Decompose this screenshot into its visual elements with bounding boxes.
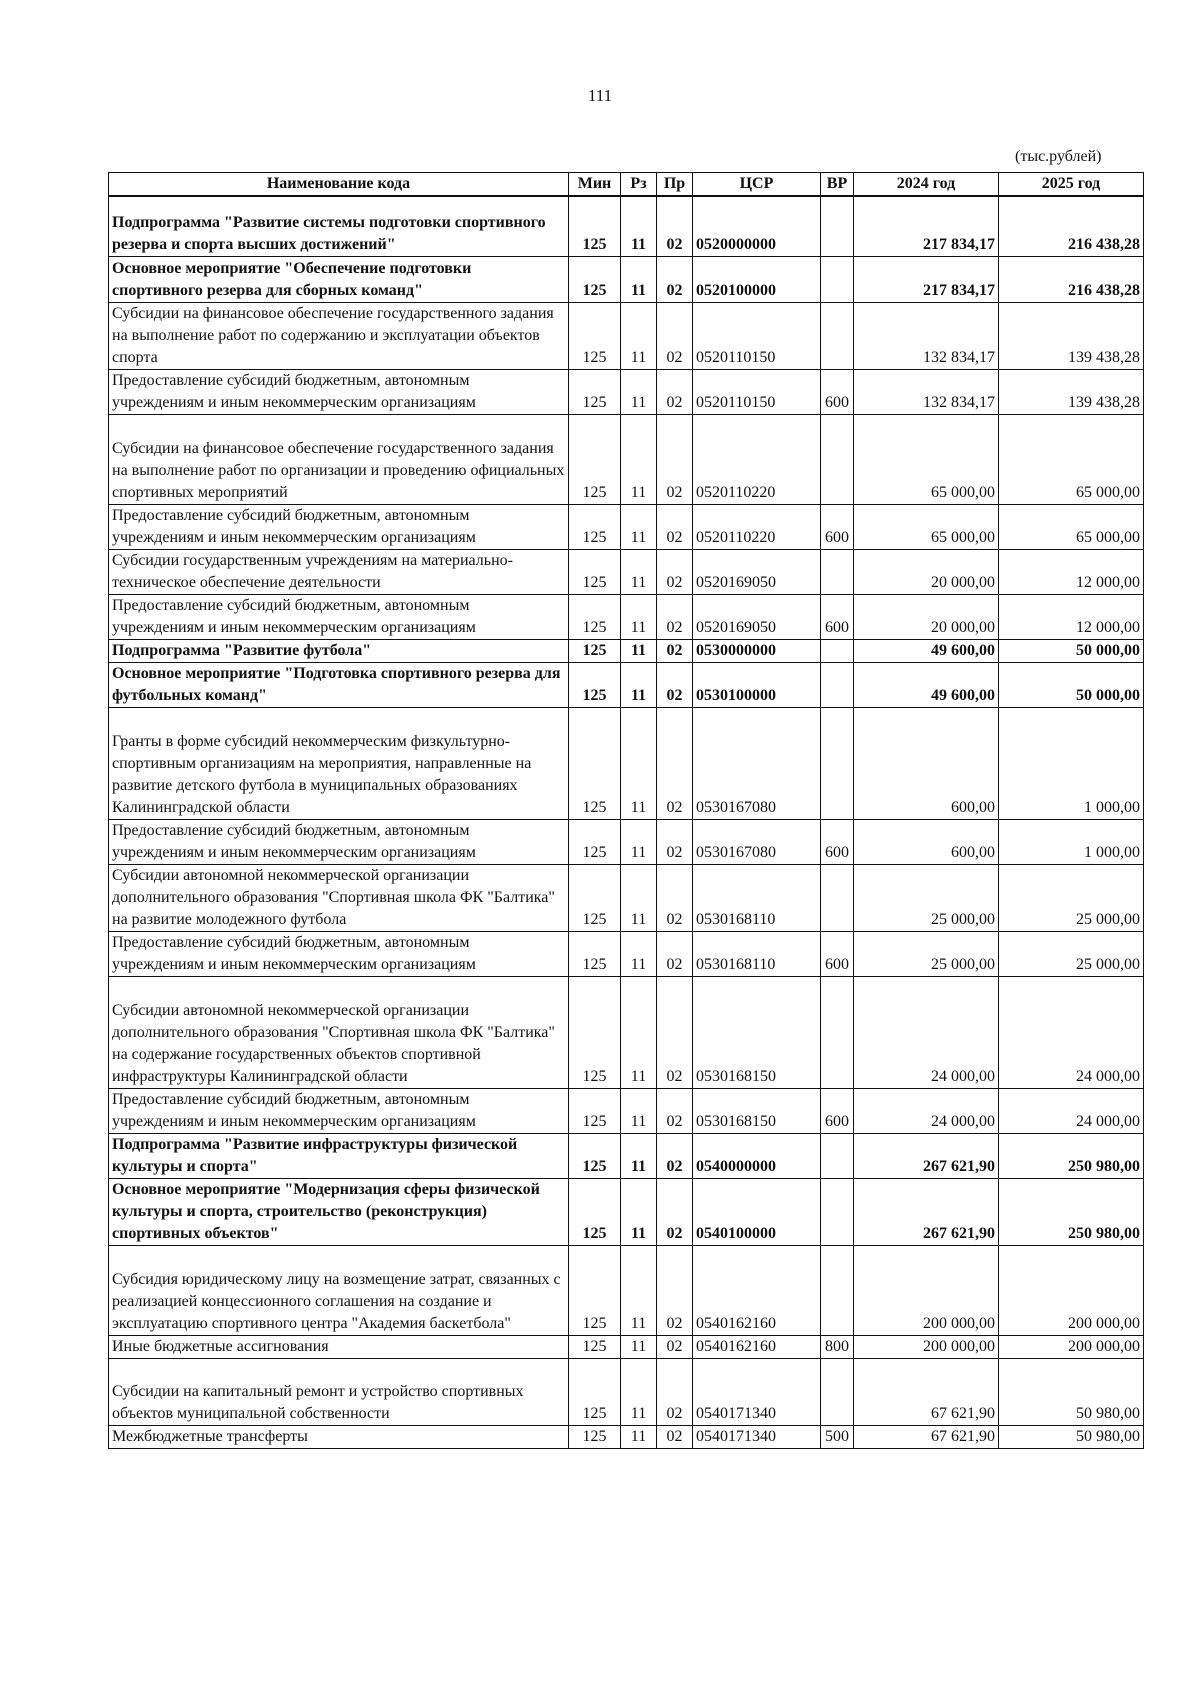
cell-2025: 200 000,00 [999, 1245, 1144, 1335]
cell-2025: 25 000,00 [999, 931, 1144, 976]
cell-2025: 50 000,00 [999, 639, 1144, 662]
table-row [109, 369, 1144, 414]
cell-min: 125 [569, 707, 621, 819]
cell-pr: 02 [657, 302, 693, 369]
cell-name: Предоставление субсидий бюджетным, автономным учреждениям и иным некоммерческим организациям [109, 1088, 569, 1133]
cell-vr: 600 [821, 1088, 854, 1133]
table-row [109, 864, 1144, 931]
table-row [109, 639, 1144, 662]
cell-vr: 600 [821, 594, 854, 639]
table-body [109, 196, 1144, 1448]
cell-rz: 11 [621, 1425, 657, 1448]
table-row [109, 1425, 1144, 1448]
cell-name: Предоставление субсидий бюджетным, автономным учреждениям и иным некоммерческим организациям [109, 504, 569, 549]
cell-name: Основное мероприятие "Обеспечение подготовки спортивного резерва для сборных команд" [109, 256, 569, 302]
cell-2025: 50 980,00 [999, 1425, 1144, 1448]
table-row [109, 1133, 1144, 1178]
header-2024: 2024 год [854, 173, 999, 197]
cell-pr: 02 [657, 369, 693, 414]
cell-name: Межбюджетные трансферты [109, 1425, 569, 1448]
cell-pr: 02 [657, 976, 693, 1088]
cell-2025: 12 000,00 [999, 594, 1144, 639]
cell-rz: 11 [621, 639, 657, 662]
table-row [109, 662, 1144, 707]
cell-pr: 02 [657, 707, 693, 819]
cell-name: Субсидия юридическому лицу на возмещение затрат, связанных с реализацией концессионного соглашения на создание и эксплуатацию спортивного центра "Академия баскетбола" [109, 1245, 569, 1335]
cell-pr: 02 [657, 1358, 693, 1425]
cell-2025: 24 000,00 [999, 1088, 1144, 1133]
cell-2025: 65 000,00 [999, 504, 1144, 549]
cell-csr: 0520000000 [693, 196, 821, 256]
cell-min: 125 [569, 302, 621, 369]
table-row [109, 594, 1144, 639]
cell-pr: 02 [657, 196, 693, 256]
header-rz: Рз [621, 173, 657, 197]
cell-csr: 0540171340 [693, 1425, 821, 1448]
cell-2024: 25 000,00 [854, 864, 999, 931]
cell-pr: 02 [657, 639, 693, 662]
cell-2025: 200 000,00 [999, 1335, 1144, 1358]
table-row [109, 931, 1144, 976]
header-vr: ВР [821, 173, 854, 197]
cell-min: 125 [569, 1358, 621, 1425]
cell-vr [821, 1358, 854, 1425]
cell-vr: 600 [821, 369, 854, 414]
cell-2024: 217 834,17 [854, 196, 999, 256]
cell-2024: 49 600,00 [854, 639, 999, 662]
cell-csr: 0520110150 [693, 369, 821, 414]
cell-2025: 250 980,00 [999, 1178, 1144, 1245]
header-pr: Пр [657, 173, 693, 197]
cell-csr: 0520169050 [693, 594, 821, 639]
header-min: Мин [569, 173, 621, 197]
cell-pr: 02 [657, 594, 693, 639]
cell-name: Субсидии государственным учреждениям на материально-техническое обеспечение деятельности [109, 549, 569, 594]
table-row [109, 256, 1144, 302]
table-row [109, 976, 1144, 1088]
table-row [109, 302, 1144, 369]
cell-min: 125 [569, 504, 621, 549]
cell-vr [821, 414, 854, 504]
cell-rz: 11 [621, 1358, 657, 1425]
cell-vr [821, 549, 854, 594]
cell-csr: 0520110220 [693, 414, 821, 504]
table-row [109, 196, 1144, 256]
table-row [109, 1335, 1144, 1358]
cell-vr [821, 662, 854, 707]
cell-pr: 02 [657, 414, 693, 504]
cell-2024: 600,00 [854, 707, 999, 819]
cell-2024: 200 000,00 [854, 1245, 999, 1335]
cell-vr [821, 976, 854, 1088]
cell-2025: 50 000,00 [999, 662, 1144, 707]
cell-csr: 0530000000 [693, 639, 821, 662]
cell-pr: 02 [657, 549, 693, 594]
cell-min: 125 [569, 414, 621, 504]
cell-2024: 67 621,90 [854, 1425, 999, 1448]
cell-2025: 139 438,28 [999, 302, 1144, 369]
cell-rz: 11 [621, 819, 657, 864]
cell-csr: 0520110150 [693, 302, 821, 369]
cell-pr: 02 [657, 819, 693, 864]
cell-vr [821, 707, 854, 819]
cell-min: 125 [569, 662, 621, 707]
cell-rz: 11 [621, 1178, 657, 1245]
cell-name: Предоставление субсидий бюджетным, автономным учреждениям и иным некоммерческим организациям [109, 594, 569, 639]
cell-min: 125 [569, 1088, 621, 1133]
cell-2024: 65 000,00 [854, 504, 999, 549]
cell-vr [821, 1133, 854, 1178]
cell-csr: 0540162160 [693, 1335, 821, 1358]
cell-name: Подпрограмма "Развитие футбола" [109, 639, 569, 662]
cell-rz: 11 [621, 976, 657, 1088]
cell-2024: 24 000,00 [854, 976, 999, 1088]
table-row [109, 707, 1144, 819]
cell-vr [821, 256, 854, 302]
cell-2024: 49 600,00 [854, 662, 999, 707]
header-row [109, 173, 1144, 197]
cell-rz: 11 [621, 302, 657, 369]
cell-vr [821, 1178, 854, 1245]
cell-name: Предоставление субсидий бюджетным, автономным учреждениям и иным некоммерческим организациям [109, 931, 569, 976]
cell-rz: 11 [621, 549, 657, 594]
cell-min: 125 [569, 819, 621, 864]
cell-2024: 267 621,90 [854, 1133, 999, 1178]
cell-2024: 200 000,00 [854, 1335, 999, 1358]
cell-rz: 11 [621, 256, 657, 302]
cell-rz: 11 [621, 662, 657, 707]
cell-pr: 02 [657, 504, 693, 549]
cell-2025: 139 438,28 [999, 369, 1144, 414]
cell-min: 125 [569, 1178, 621, 1245]
header-csr: ЦСР [693, 173, 821, 197]
cell-vr [821, 302, 854, 369]
cell-csr: 0530167080 [693, 707, 821, 819]
cell-min: 125 [569, 931, 621, 976]
cell-rz: 11 [621, 707, 657, 819]
cell-min: 125 [569, 1133, 621, 1178]
cell-pr: 02 [657, 1335, 693, 1358]
cell-2024: 20 000,00 [854, 594, 999, 639]
cell-csr: 0530168150 [693, 1088, 821, 1133]
cell-csr: 0540100000 [693, 1178, 821, 1245]
cell-vr [821, 864, 854, 931]
cell-csr: 0530167080 [693, 819, 821, 864]
table-row [109, 819, 1144, 864]
cell-name: Основное мероприятие "Подготовка спортивного резерва для футбольных команд" [109, 662, 569, 707]
cell-name: Субсидии автономной некоммерческой организации дополнительного образования "Спортивная школа ФК "Балтика" на содержание государственных объектов спортивной инфраструктуры Калининградской области [109, 976, 569, 1088]
cell-name: Предоставление субсидий бюджетным, автономным учреждениям и иным некоммерческим организациям [109, 819, 569, 864]
cell-2024: 132 834,17 [854, 302, 999, 369]
cell-vr: 600 [821, 931, 854, 976]
cell-2025: 250 980,00 [999, 1133, 1144, 1178]
cell-pr: 02 [657, 256, 693, 302]
cell-csr: 0530168110 [693, 864, 821, 931]
cell-min: 125 [569, 1335, 621, 1358]
cell-csr: 0530168110 [693, 931, 821, 976]
cell-name: Иные бюджетные ассигнования [109, 1335, 569, 1358]
cell-2025: 1 000,00 [999, 819, 1144, 864]
cell-rz: 11 [621, 1335, 657, 1358]
table-row [109, 1358, 1144, 1425]
table-row [109, 549, 1144, 594]
cell-2024: 217 834,17 [854, 256, 999, 302]
header-2025: 2025 год [999, 173, 1144, 197]
cell-pr: 02 [657, 662, 693, 707]
cell-name: Предоставление субсидий бюджетным, автономным учреждениям и иным некоммерческим организациям [109, 369, 569, 414]
cell-min: 125 [569, 864, 621, 931]
page-number: 111 [587, 86, 613, 105]
cell-csr: 0520100000 [693, 256, 821, 302]
cell-name: Субсидии на финансовое обеспечение государственного задания на выполнение работ по содержанию и эксплуатации объектов спорта [109, 302, 569, 369]
cell-pr: 02 [657, 1245, 693, 1335]
cell-rz: 11 [621, 504, 657, 549]
units-label: (тыс.рублей) [1015, 148, 1102, 165]
cell-rz: 11 [621, 196, 657, 256]
cell-min: 125 [569, 196, 621, 256]
cell-rz: 11 [621, 1245, 657, 1335]
cell-rz: 11 [621, 369, 657, 414]
cell-2025: 216 438,28 [999, 256, 1144, 302]
cell-name: Подпрограмма "Развитие системы подготовки спортивного резерва и спорта высших достижений" [109, 196, 569, 256]
cell-vr: 600 [821, 504, 854, 549]
cell-2025: 216 438,28 [999, 196, 1144, 256]
cell-name: Подпрограмма "Развитие инфраструктуры физической культуры и спорта" [109, 1133, 569, 1178]
cell-min: 125 [569, 369, 621, 414]
cell-name: Гранты в форме субсидий некоммерческим физкультурно-спортивным организациям на мероприятия, направленные на развитие детского футбола в муниципальных образованиях Калининградской области [109, 707, 569, 819]
cell-rz: 11 [621, 931, 657, 976]
cell-rz: 11 [621, 864, 657, 931]
cell-name: Субсидии на финансовое обеспечение государственного задания на выполнение работ по организации и проведению официальных спортивных мероприятий [109, 414, 569, 504]
cell-2025: 50 980,00 [999, 1358, 1144, 1425]
cell-2024: 132 834,17 [854, 369, 999, 414]
cell-rz: 11 [621, 1133, 657, 1178]
cell-2025: 25 000,00 [999, 864, 1144, 931]
cell-csr: 0540000000 [693, 1133, 821, 1178]
cell-pr: 02 [657, 1178, 693, 1245]
cell-min: 125 [569, 639, 621, 662]
cell-vr: 800 [821, 1335, 854, 1358]
table-row [109, 504, 1144, 549]
cell-2024: 600,00 [854, 819, 999, 864]
table-row [109, 414, 1144, 504]
cell-2025: 12 000,00 [999, 549, 1144, 594]
cell-2024: 25 000,00 [854, 931, 999, 976]
cell-min: 125 [569, 594, 621, 639]
table-row [109, 1088, 1144, 1133]
cell-2024: 24 000,00 [854, 1088, 999, 1133]
cell-min: 125 [569, 549, 621, 594]
cell-name: Субсидии на капитальный ремонт и устройство спортивных объектов муниципальной собственности [109, 1358, 569, 1425]
table-row [109, 1245, 1144, 1335]
cell-2025: 24 000,00 [999, 976, 1144, 1088]
cell-csr: 0520110220 [693, 504, 821, 549]
cell-pr: 02 [657, 931, 693, 976]
cell-csr: 0530100000 [693, 662, 821, 707]
cell-2025: 65 000,00 [999, 414, 1144, 504]
table-row [109, 1178, 1144, 1245]
cell-name: Основное мероприятие "Модернизация сферы физической культуры и спорта, строительство (реконструкция) спортивных объектов" [109, 1178, 569, 1245]
cell-csr: 0530168150 [693, 976, 821, 1088]
cell-2025: 1 000,00 [999, 707, 1144, 819]
cell-vr: 600 [821, 819, 854, 864]
cell-name: Субсидии автономной некоммерческой организации дополнительного образования "Спортивная школа ФК "Балтика" на развитие молодежного футбола [109, 864, 569, 931]
budget-table [108, 172, 1144, 1449]
cell-csr: 0520169050 [693, 549, 821, 594]
cell-rz: 11 [621, 1088, 657, 1133]
cell-rz: 11 [621, 594, 657, 639]
cell-csr: 0540171340 [693, 1358, 821, 1425]
cell-vr [821, 196, 854, 256]
cell-pr: 02 [657, 1425, 693, 1448]
cell-2024: 65 000,00 [854, 414, 999, 504]
cell-min: 125 [569, 1245, 621, 1335]
cell-min: 125 [569, 256, 621, 302]
cell-vr: 500 [821, 1425, 854, 1448]
cell-vr [821, 639, 854, 662]
cell-pr: 02 [657, 1133, 693, 1178]
cell-min: 125 [569, 976, 621, 1088]
cell-2024: 67 621,90 [854, 1358, 999, 1425]
cell-pr: 02 [657, 1088, 693, 1133]
cell-2024: 20 000,00 [854, 549, 999, 594]
cell-vr [821, 1245, 854, 1335]
header-name: Наименование кода [109, 173, 569, 197]
cell-2024: 267 621,90 [854, 1178, 999, 1245]
cell-rz: 11 [621, 414, 657, 504]
cell-pr: 02 [657, 864, 693, 931]
cell-csr: 0540162160 [693, 1245, 821, 1335]
cell-min: 125 [569, 1425, 621, 1448]
